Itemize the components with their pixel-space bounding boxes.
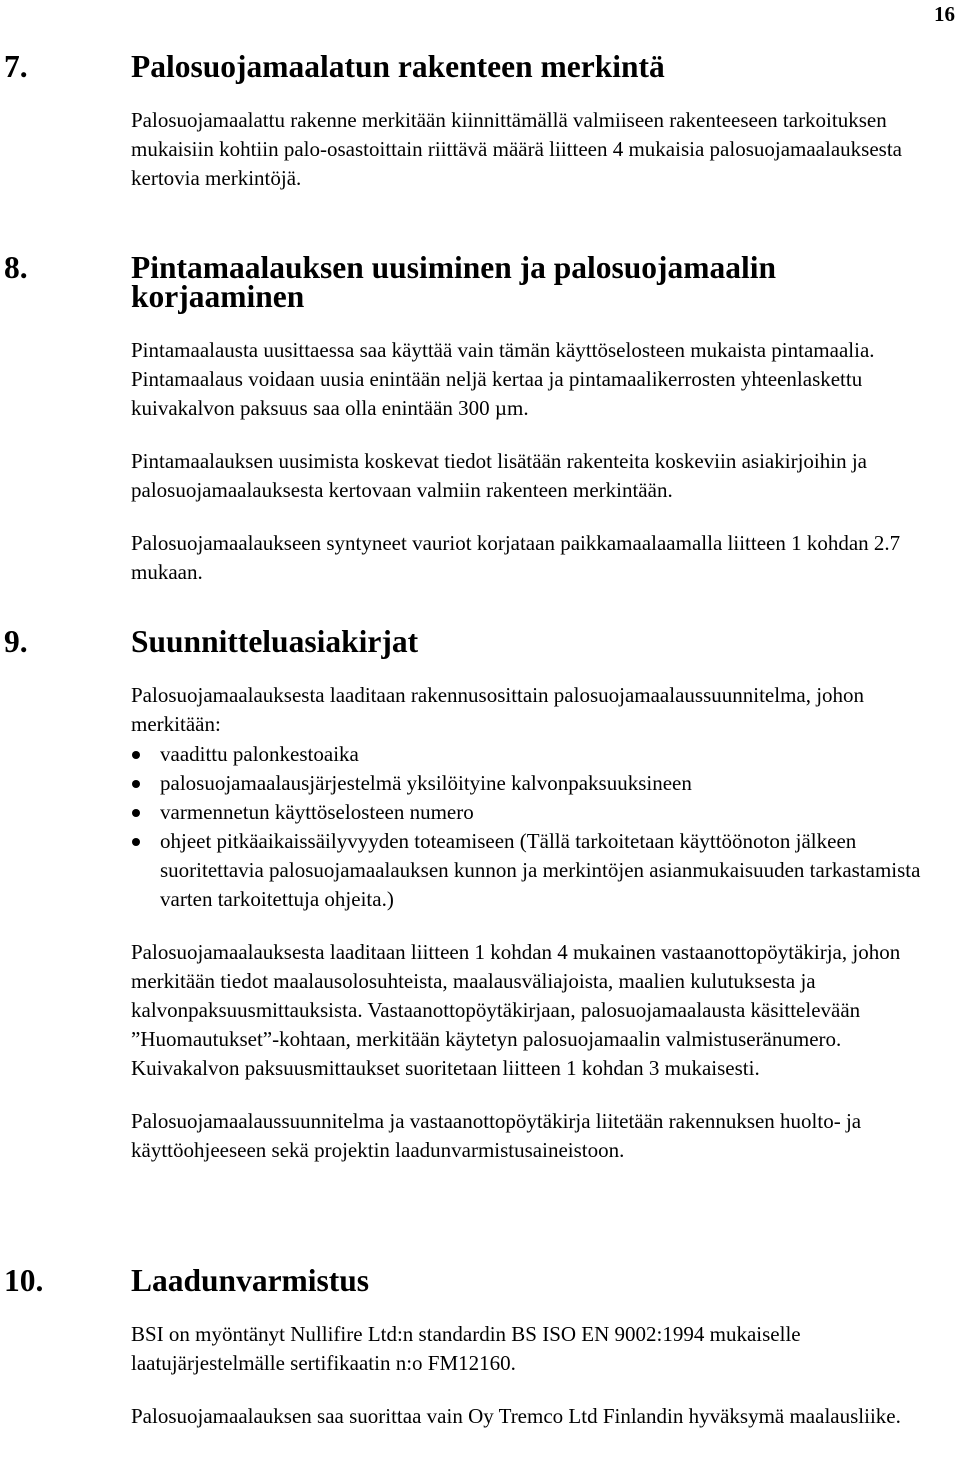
section-heading xyxy=(0,49,945,84)
paragraph: Palosuojamaalattu rakenne merkitään kiinnittämällä valmiiseen rakenteeseen tarkoituksen mukaisiin kohtiin palo-osastoittain riittävä määrä liitteen 4 mukaisia palosuojamaalauksesta kertovia merkintöjä. xyxy=(131,108,902,190)
section-10 xyxy=(0,1263,945,1431)
paragraph: Palosuojamaalaukseen syntyneet vauriot korjataan paikkamaalaamalla liitteen 1 kohdan 2.7 mukaan. xyxy=(131,531,901,584)
paragraph: Palosuojamaalauksesta laaditaan liitteen 1 kohdan 4 mukainen vastaanottopöytäkirja, johon merkitään tiedot maalausolosuhteista, maalausväliajoista, maalien kulutuksesta ja kalvonpaksuusmittauksista. Vastaanottopöytäkirjaan, palosuojamaalausta käsittelevään ”Huomautukset”-kohtaan, merkitään käytetyn palosuojamaalin valmistuseränumero. Kuivakalvon paksuusmittaukset suoritetaan liitteen 1 kohdan 3 mukaisesti. xyxy=(131,940,901,1080)
section-title: Palosuojamaalatun rakenteen merkintä xyxy=(131,49,665,84)
section-heading xyxy=(0,1263,945,1298)
section-title: Suunnitteluasiakirjat xyxy=(131,624,419,659)
section-number: 8. xyxy=(4,250,28,285)
section-title: Laadunvarmistus xyxy=(131,1263,370,1298)
section-heading xyxy=(0,624,945,659)
section-7 xyxy=(0,49,945,193)
list-item: ohjeet pitkäaikaissäilyvyyden toteamiseen (Tällä tarkoitetaan käyttöönoton jälkeen suoritettavia palosuojamaalauksen kunnon ja merkintöjen asianmukaisuuden tarkastamista varten tarkoitettuja ohjeita.) xyxy=(131,827,921,914)
section-number: 7. xyxy=(4,49,28,84)
requirements-list xyxy=(131,740,921,914)
list-item: vaadittu palonkestoaika xyxy=(131,740,921,769)
list-item: varmennetun käyttöselosteen numero xyxy=(131,798,921,827)
section-8 xyxy=(0,250,945,587)
page-number: 16 xyxy=(934,2,955,26)
paragraph: Pintamaalausta uusittaessa saa käyttää vain tämän käyttöselosteen mukaista pintamaalia. Pintamaalaus voidaan uusia enintään neljä kertaa ja pintamaalikerrosten yhteenlaskettu kuivakalvon paksuus saa olla enintään 300 µm. xyxy=(131,338,875,420)
list-item: palosuojamaalausjärjestelmä yksilöityine kalvonpaksuuksineen xyxy=(131,769,921,798)
paragraph: Palosuojamaalauksesta laaditaan rakennusosittain palosuojamaalaussuunnitelma, johon merkitään: xyxy=(131,683,865,736)
section-number: 10. xyxy=(4,1263,44,1298)
paragraph: Palosuojamaalaussuunnitelma ja vastaanottopöytäkirja liitetään rakennuksen huolto- ja käyttöohjeeseen sekä projektin laadunvarmistusaineistoon. xyxy=(131,1109,862,1162)
section-title: Pintamaalauksen uusiminen ja palosuojamaalin korjaaminen xyxy=(131,250,777,314)
paragraph: Pintamaalauksen uusimista koskevat tiedot lisätään rakenteita koskeviin asiakirjoihin ja palosuojamaalauksesta kertovaan valmiin rakenteen merkintään. xyxy=(131,449,867,502)
section-heading xyxy=(0,250,945,314)
section-9 xyxy=(0,624,945,1165)
paragraph: Palosuojamaalauksen saa suorittaa vain Oy Tremco Ltd Finlandin hyväksymä maalausliike. xyxy=(131,1404,901,1428)
section-number: 9. xyxy=(4,624,28,659)
paragraph: BSI on myöntänyt Nullifire Ltd:n standardin BS ISO EN 9002:1994 mukaiselle laatujärjestelmälle sertifikaatin n:o FM12160. xyxy=(131,1322,801,1375)
